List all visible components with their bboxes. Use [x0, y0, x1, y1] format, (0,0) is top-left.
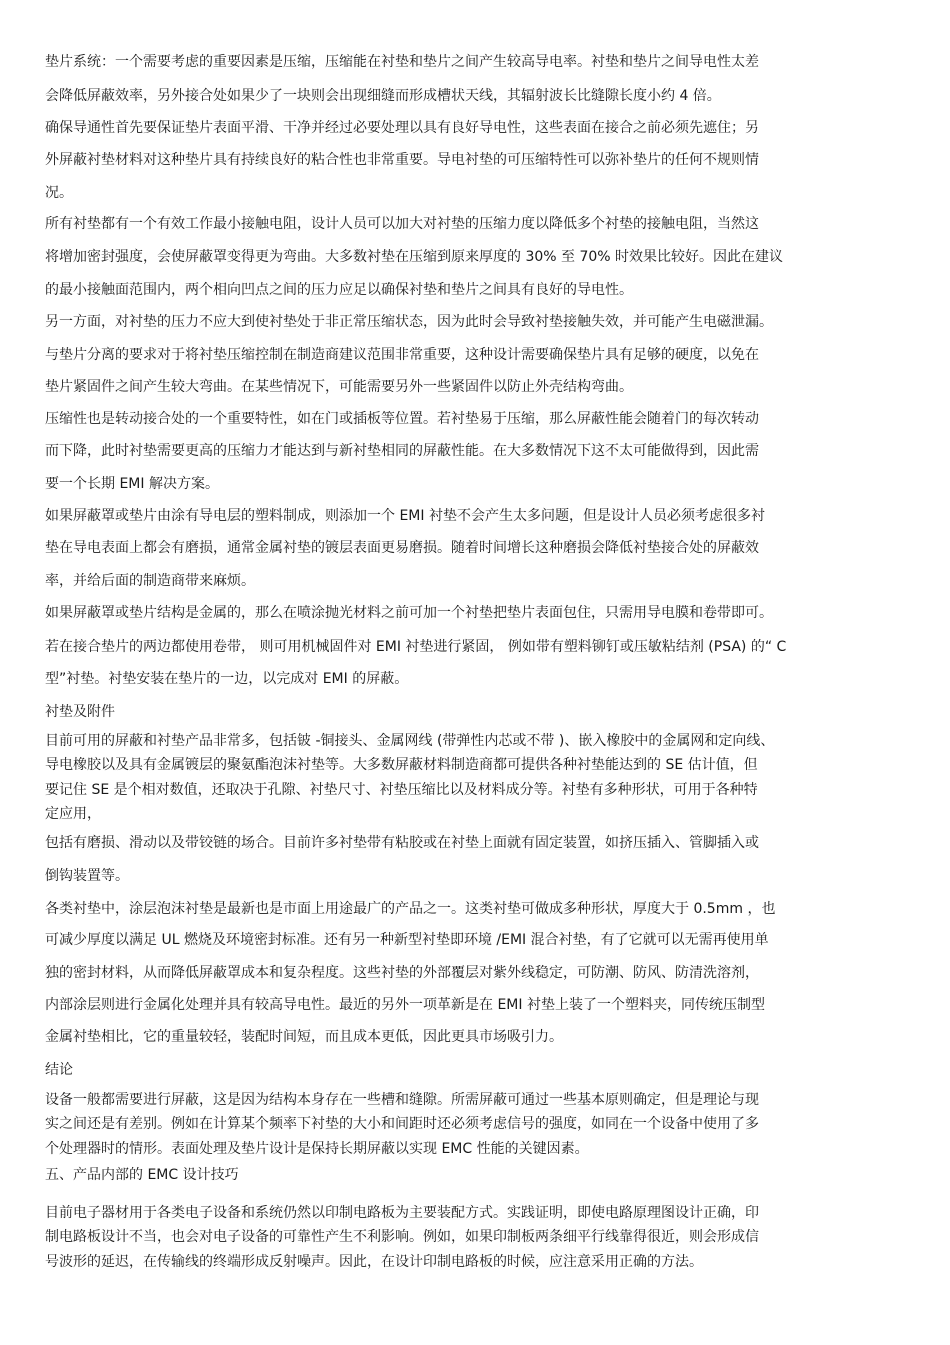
text-line: 金属衬垫相比，它的重量较轻，装配时间短，而且成本更低，因此更具市场吸引力。	[45, 1029, 563, 1045]
text-line: 目前电子器材用于各类电子设备和系统仍然以印制电路板为主要装配方式。实践证明，即使电路原理图设计正确，印	[45, 1205, 759, 1221]
text-line: 另一方面，对衬垫的压力不应大到使衬垫处于非正常压缩状态，因为此时会导致衬垫接触失效，并可能产生电磁泄漏。	[45, 314, 773, 330]
text-line: 的最小接触面范围内，两个相向凹点之间的压力应足以确保衬垫和垫片之间具有良好的导电性。	[45, 282, 633, 298]
text-line: 实之间还是有差别。例如在计算某个频率下衬垫的大小和间距时还必须考虑信号的强度，如同在一个设备中使用了多	[45, 1116, 759, 1132]
text-line: 内部涂层则进行金属化处理并具有较高导电性。最近的另外一项革新是在 EMI 衬垫上装了一个塑料夹，同传统压制型	[45, 997, 765, 1013]
text-line: 垫片紧固件之间产生较大弯曲。在某些情况下，可能需要另外一些紧固件以防止外壳结构弯曲。	[45, 379, 633, 395]
text-line: 而下降，此时衬垫需要更高的压缩力才能达到与新衬垫相同的屏蔽性能。在大多数情况下这不太可能做得到，因此需	[45, 443, 759, 459]
text-line: 要一个长期 EMI 解决方案。	[45, 476, 219, 492]
text-line: 结论	[45, 1062, 73, 1078]
text-line: 目前可用的屏蔽和衬垫产品非常多，包括铍 -铜接头、金属网线 (带弹性内芯或不带 )、嵌入橡胶中的金属网和定向线、	[45, 733, 775, 749]
text-line: 所有衬垫都有一个有效工作最小接触电阻，设计人员可以加大对衬垫的压缩力度以降低多个衬垫的接触电阻，当然这	[45, 216, 759, 232]
text-line: 若在接合垫片的两边都使用卷带， 则可用机械固件对 EMI 衬垫进行紧固， 例如带有塑料铆钉或压敏粘结剂 (PSA) 的“ C	[45, 639, 787, 655]
text-line: 独的密封材料，从而降低屏蔽罩成本和复杂程度。这些衬垫的外部覆层对紫外线稳定，可防潮、防风、防清洗溶剂，	[45, 965, 759, 981]
text-line: 制电路板设计不当，也会对电子设备的可靠性产生不利影响。例如，如果印制板两条细平行线靠得很近，则会形成信	[45, 1229, 759, 1245]
text-line: 定应用，	[45, 806, 101, 822]
text-line: 外屏蔽衬垫材料对这种垫片具有持续良好的粘合性也非常重要。导电衬垫的可压缩特性可以弥补垫片的任何不规则情	[45, 152, 759, 168]
text-line: 倒钩装置等。	[45, 868, 129, 884]
text-line: 如果屏蔽罩或垫片由涂有导电层的塑料制成，则添加一个 EMI 衬垫不会产生太多问题，但是设计人员必须考虑很多衬	[45, 508, 765, 524]
text-line: 个处理器时的情形。表面处理及垫片设计是保持长期屏蔽以实现 EMC 性能的关键因素。	[45, 1141, 589, 1157]
text-line: 包括有磨损、滑动以及带铰链的场合。目前许多衬垫带有粘胶或在衬垫上面就有固定装置，如挤压插入、管脚插入或	[45, 835, 759, 851]
text-line: 与垫片分离的要求对于将衬垫压缩控制在制造商建议范围非常重要，这种设计需要确保垫片具有足够的硬度，以免在	[45, 347, 759, 363]
text-line: 垫片系统：一个需要考虑的重要因素是压缩，压缩能在衬垫和垫片之间产生较高导电率。衬垫和垫片之间导电性太差	[45, 54, 759, 70]
text-line: 如果屏蔽罩或垫片结构是金属的，那么在喷涂抛光材料之前可加一个衬垫把垫片表面包住，只需用导电膜和卷带即可。	[45, 605, 773, 621]
text-line: 号波形的延迟，在传输线的终端形成反射噪声。因此，在设计印制电路板的时候，应注意采用正确的方法。	[45, 1254, 703, 1270]
text-line: 将增加密封强度，会使屏蔽罩变得更为弯曲。大多数衬垫在压缩到原来厚度的 30% 至 70% 时效果比较好。因此在建议	[45, 249, 784, 265]
text-line: 型”衬垫。衬垫安装在垫片的一边，以完成对 EMI 的屏蔽。	[45, 671, 409, 687]
text-line: 况。	[45, 185, 73, 201]
text-line: 五、产品内部的 EMC 设计技巧	[45, 1167, 239, 1183]
text-line: 可减少厚度以满足 UL 燃烧及环境密封标准。还有另一种新型衬垫即环境 /EMI 混合衬垫，有了它就可以无需再使用单	[45, 932, 769, 948]
text-line: 要记住 SE 是个相对数值，还取决于孔隙、衬垫尺寸、衬垫压缩比以及材料成分等。衬垫有多种形状，可用于各种特	[45, 782, 758, 798]
text-line: 各类衬垫中，涂层泡沫衬垫是最新也是市面上用途最广的产品之一。这类衬垫可做成多种形状，厚度大于 0.5mm ，也	[45, 901, 776, 917]
text-line: 衬垫及附件	[45, 704, 115, 720]
text-line: 确保导通性首先要保证垫片表面平滑、干净并经过必要处理以具有良好导电性，这些表面在接合之前必须先遮住；另	[45, 120, 759, 136]
text-line: 率，并给后面的制造商带来麻烦。	[45, 573, 255, 589]
text-line: 导电橡胶以及具有金属镀层的聚氨酯泡沫衬垫等。大多数屏蔽材料制造商都可提供各种衬垫能达到的 SE 估计值，但	[45, 757, 758, 773]
text-line: 会降低屏蔽效率，另外接合处如果少了一块则会出现细缝而形成槽状天线，其辐射波长比缝隙长度小约 4 倍。	[45, 88, 721, 104]
text-line: 垫在导电表面上都会有磨损，通常金属衬垫的镀层表面更易磨损。随着时间增长这种磨损会降低衬垫接合处的屏蔽效	[45, 540, 759, 556]
text-line: 压缩性也是转动接合处的一个重要特性，如在门或插板等位置。若衬垫易于压缩，那么屏蔽性能会随着门的每次转动	[45, 411, 759, 427]
text-line: 设备一般都需要进行屏蔽，这是因为结构本身存在一些槽和缝隙。所需屏蔽可通过一些基本原则确定，但是理论与现	[45, 1092, 759, 1108]
